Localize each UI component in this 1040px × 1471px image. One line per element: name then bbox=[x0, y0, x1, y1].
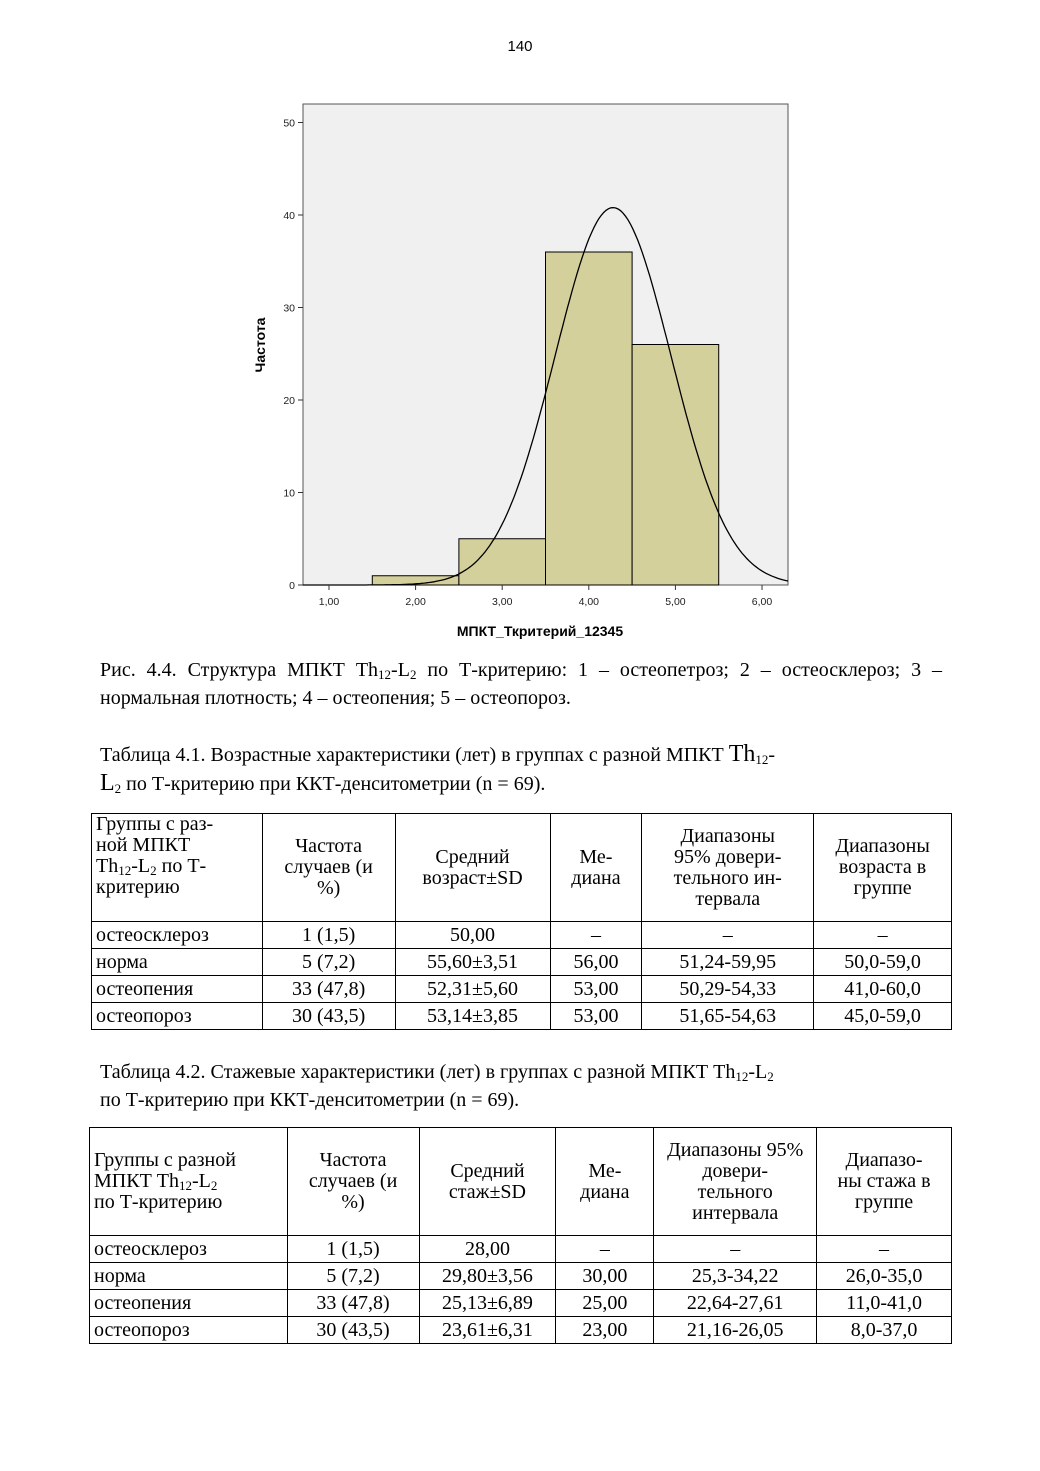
table2-caption: Таблица 4.2. Стажевые характеристики (лет) в группах с разной МПКТ $Th_{12}-L_2$ по Т-критерию при ККТ-денситометрии (n = 69). bbox=[100, 1061, 774, 1111]
header-median: Ме-диана bbox=[550, 814, 642, 922]
table-cell: остеопения bbox=[90, 1290, 288, 1317]
table-cell: 28,00 bbox=[419, 1236, 556, 1263]
histogram-chart bbox=[240, 95, 800, 655]
table-cell: 23,61±6,31 bbox=[419, 1317, 556, 1344]
y-tick-label: 0 bbox=[289, 580, 295, 592]
x-tick-label: 3,00 bbox=[491, 596, 513, 608]
y-tick-label: 30 bbox=[283, 302, 295, 315]
histogram-bar bbox=[459, 539, 546, 585]
table-cell: 5 (7,2) bbox=[262, 949, 395, 976]
table-row bbox=[92, 1003, 952, 1030]
table-cell: 52,31±5,60 bbox=[395, 976, 550, 1003]
table-cell: 22,64-27,61 bbox=[654, 1290, 817, 1317]
table-cell: – bbox=[550, 922, 642, 949]
table-cell: 50,0-59,0 bbox=[814, 949, 952, 976]
table-cell: 33 (47,8) bbox=[287, 1290, 419, 1317]
header-ci: Диапазоны 95% довери-тельного интервала bbox=[654, 1128, 817, 1236]
table-cell: 53,14±3,85 bbox=[395, 1003, 550, 1030]
header-frequency: Частота случаев (и %) bbox=[287, 1128, 419, 1236]
table-experience bbox=[89, 1127, 952, 1344]
table1-caption: Таблица 4.1. Возрастные характеристики (лет) в группах с разной МПКТ $Th_{12}-$ $L_2$ по Т-критерию при ККТ-денситометрии (n = 69). bbox=[100, 741, 776, 796]
table-cell: 50,29-54,33 bbox=[642, 976, 814, 1003]
table-cell: 1 (1,5) bbox=[287, 1236, 419, 1263]
header-range: Диапазоны возраста в группе bbox=[814, 814, 952, 922]
table-cell: – bbox=[817, 1236, 952, 1263]
table-header-row bbox=[90, 1128, 952, 1236]
x-tick-label: 1,00 bbox=[318, 596, 340, 608]
table-cell: норма bbox=[90, 1263, 288, 1290]
table-cell: 30 (43,5) bbox=[262, 1003, 395, 1030]
table-cell: 11,0-41,0 bbox=[817, 1290, 952, 1317]
table-cell: 26,0-35,0 bbox=[817, 1263, 952, 1290]
x-tick-label: 2,00 bbox=[405, 596, 426, 608]
table-cell: остеопороз bbox=[92, 1003, 263, 1030]
histogram-bar bbox=[632, 345, 719, 586]
header-group: Группы с раз- ной МПКТ $Th_{12}-L_2$ по Т- критерию bbox=[92, 814, 263, 922]
table-cell: норма bbox=[92, 949, 263, 976]
table-header-row bbox=[92, 814, 952, 922]
figure-caption: Рис. 4.4. Структура МПКТ $Th_{12}-L_2$ по Т-критерию: 1 – остеопетроз; 2 – остеосклероз; 3 – нормальная плотность; 4 – остеопения; 5 – остеопороз. bbox=[100, 659, 942, 709]
table-cell: 25,00 bbox=[556, 1290, 654, 1317]
table-cell: 5 (7,2) bbox=[287, 1263, 419, 1290]
table-row bbox=[90, 1317, 952, 1344]
table-cell: 53,00 bbox=[550, 976, 642, 1003]
x-tick-label: 6,00 bbox=[751, 596, 773, 608]
y-tick-label: 40 bbox=[283, 210, 295, 222]
x-tick-label: 4,00 bbox=[578, 596, 600, 608]
histogram-bar bbox=[546, 252, 633, 585]
y-axis-label: Частота bbox=[252, 317, 268, 373]
header-range: Диапазо-ны стажа в группе bbox=[817, 1128, 952, 1236]
table-cell: остеопороз bbox=[90, 1317, 288, 1344]
table-cell: 30,00 bbox=[556, 1263, 654, 1290]
header-mean: Средний возраст±SD bbox=[395, 814, 550, 922]
y-tick-label: 20 bbox=[283, 395, 295, 407]
y-tick-label: 50 bbox=[283, 117, 295, 130]
table-row bbox=[92, 949, 952, 976]
table-cell: 29,80±3,56 bbox=[419, 1263, 556, 1290]
header-group: Группы с разной МПКТ $Th_{12}-L_2$ по Т-критерию bbox=[90, 1128, 288, 1236]
table-row bbox=[90, 1263, 952, 1290]
table-cell: 25,3-34,22 bbox=[654, 1263, 817, 1290]
table-cell: остеосклероз bbox=[92, 922, 263, 949]
table-cell: 56,00 bbox=[550, 949, 642, 976]
table-cell: 51,65-54,63 bbox=[642, 1003, 814, 1030]
header-median: Ме-диана bbox=[556, 1128, 654, 1236]
table-cell: 30 (43,5) bbox=[287, 1317, 419, 1344]
table-cell: 41,0-60,0 bbox=[814, 976, 952, 1003]
table-cell: остеопения bbox=[92, 976, 263, 1003]
table-cell: 23,00 bbox=[556, 1317, 654, 1344]
header-frequency: Частота случаев (и %) bbox=[262, 814, 395, 922]
table-cell: – bbox=[814, 922, 952, 949]
table-row bbox=[90, 1236, 952, 1263]
x-tick-label: 5,00 bbox=[665, 596, 686, 608]
table-cell: 21,16-26,05 bbox=[654, 1317, 817, 1344]
table-age bbox=[91, 813, 952, 1030]
table-cell: 33 (47,8) bbox=[262, 976, 395, 1003]
table-cell: 50,00 bbox=[395, 922, 550, 949]
table-cell: 45,0-59,0 bbox=[814, 1003, 952, 1030]
table-cell: – bbox=[556, 1236, 654, 1263]
table-cell: – bbox=[642, 922, 814, 949]
table-row bbox=[92, 922, 952, 949]
table-cell: 53,00 bbox=[550, 1003, 642, 1030]
table-row bbox=[92, 976, 952, 1003]
header-ci: Диапазоны 95% довери-тельного ин-тервала bbox=[642, 814, 814, 922]
table-cell: – bbox=[654, 1236, 817, 1263]
table-cell: 1 (1,5) bbox=[262, 922, 395, 949]
x-axis-label: МПКТ_Ткритерий_12345 bbox=[456, 623, 624, 639]
table-cell: 8,0-37,0 bbox=[817, 1317, 952, 1344]
page-number: 140 bbox=[507, 38, 533, 55]
table-cell: 51,24-59,95 bbox=[642, 949, 814, 976]
table-cell: 25,13±6,89 bbox=[419, 1290, 556, 1317]
header-mean: Средний стаж±SD bbox=[419, 1128, 556, 1236]
y-tick-label: 10 bbox=[283, 487, 295, 500]
table-cell: остеосклероз bbox=[90, 1236, 288, 1263]
table-row bbox=[90, 1290, 952, 1317]
table-cell: 55,60±3,51 bbox=[395, 949, 550, 976]
